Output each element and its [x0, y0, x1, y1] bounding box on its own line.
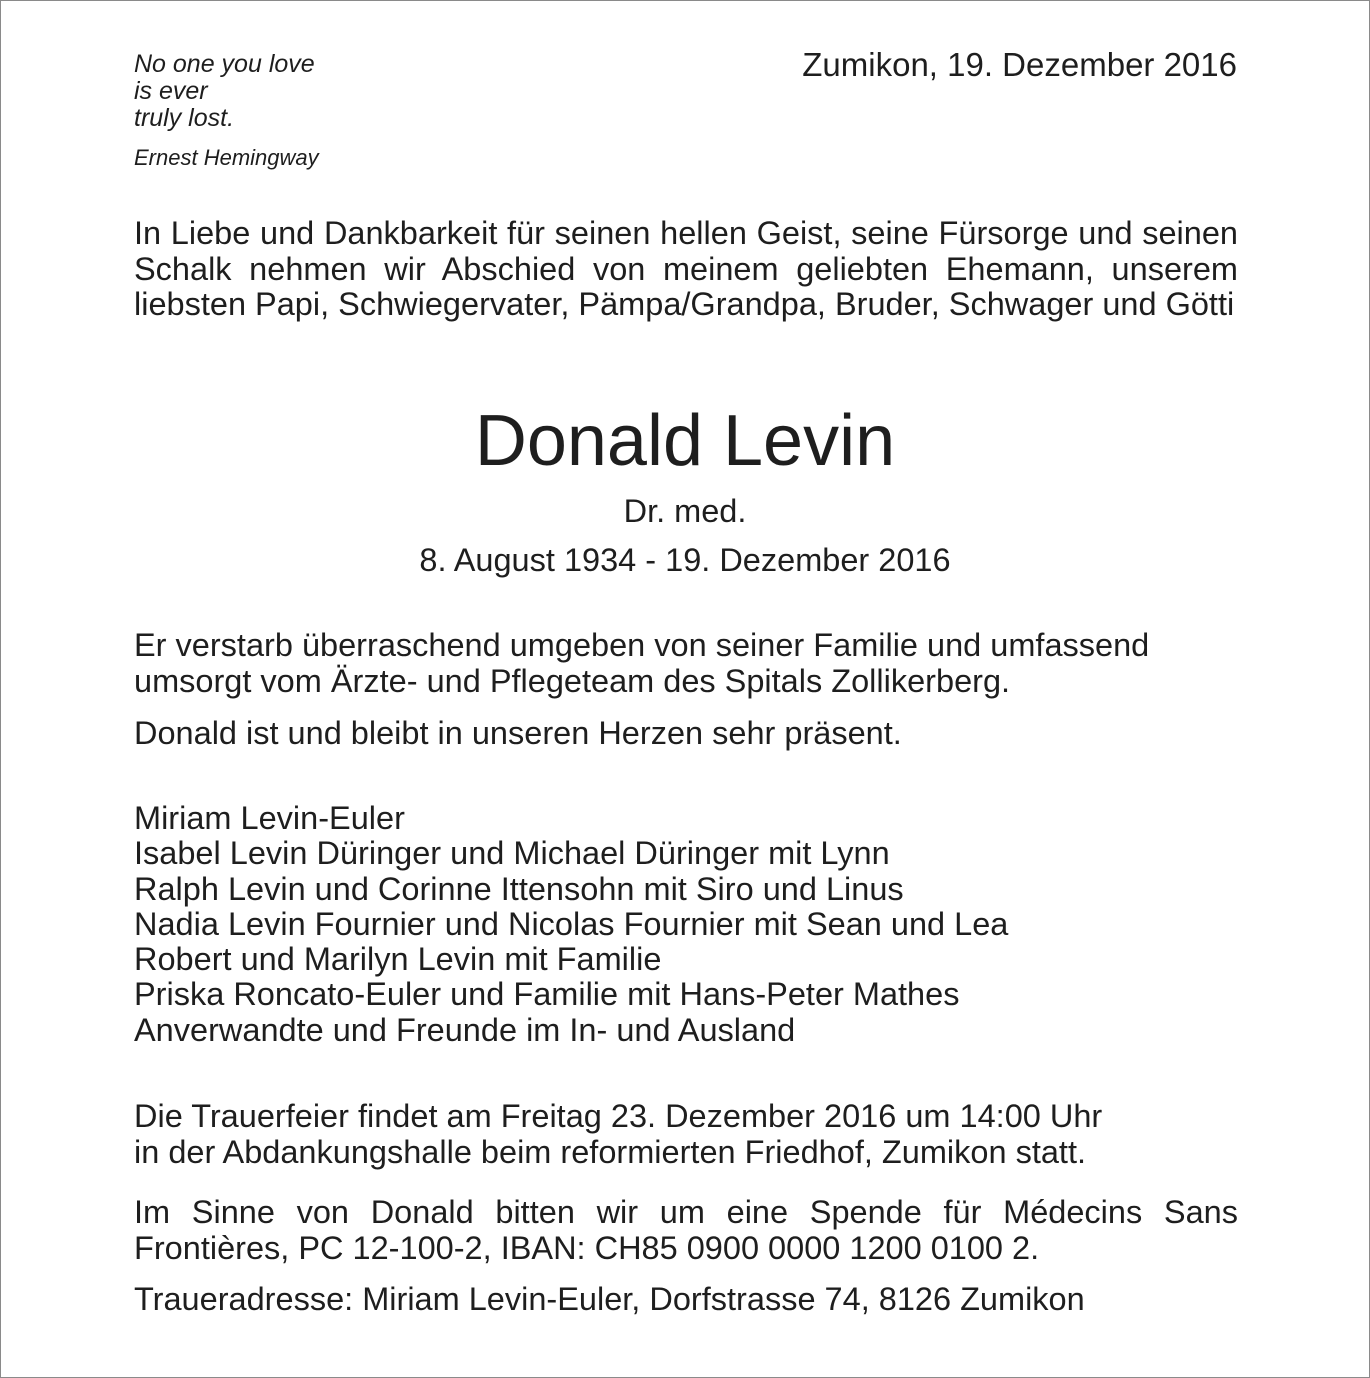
quote-line: No one you love	[134, 50, 315, 78]
deceased-title: Dr. med.	[623, 493, 747, 529]
remembrance-paragraph: Donald ist und bleibt in unseren Herzen sehr präsent.	[134, 715, 902, 751]
donation-paragraph: Im Sinne von Donald bitten wir um eine Spende für Médecins Sans Frontières, PC 12-100-2, IBAN: CH85 0900 0000 1200 0100 2.	[134, 1194, 1238, 1266]
deceased-name: Donald Levin	[474, 401, 896, 481]
mourner-line: Robert und Marilyn Levin mit Familie	[134, 941, 662, 978]
place-and-date: Zumikon, 19. Dezember 2016	[802, 46, 1237, 83]
mourning-address: Traueradresse: Miriam Levin-Euler, Dorfstrasse 74, 8126 Zumikon	[134, 1281, 1085, 1317]
death-notice-paragraph: Er verstarb überraschend umgeben von seiner Familie und umfassend umsorgt vom Ärzte- und Pflegeteam des Spitals Zollikerberg.	[134, 627, 1150, 699]
mourner-line: Priska Roncato-Euler und Familie mit Hans-Peter Mathes	[134, 976, 960, 1013]
mourner-line: Miriam Levin-Euler	[134, 800, 405, 836]
mourner-line: Ralph Levin und Corinne Ittensohn mit Siro und Linus	[134, 870, 904, 907]
quote-line: is ever	[134, 77, 208, 105]
mourner-line: Isabel Levin Düringer und Michael Düringer mit Lynn	[134, 835, 890, 872]
hemingway-quote	[134, 51, 319, 171]
mourners-list	[134, 801, 1238, 1048]
ceremony-line: in der Abdankungshalle beim reformierten Friedhof, Zumikon statt.	[134, 1133, 1087, 1170]
ceremony-line: Die Trauerfeier findet am Freitag 23. Dezember 2016 um 14:00 Uhr	[134, 1098, 1103, 1134]
quote-line: truly lost.	[134, 104, 235, 132]
quote-author: Ernest Hemingway	[134, 145, 319, 170]
ceremony-info	[134, 1099, 1238, 1170]
life-dates: 8. August 1934 - 19. Dezember 2016	[419, 542, 951, 578]
mourner-line: Anverwandte und Freunde im In- und Ausland	[134, 1011, 796, 1048]
mourner-line: Nadia Levin Fournier und Nicolas Fournier mit Sean und Lea	[134, 905, 1009, 942]
intro-paragraph: In Liebe und Dankbarkeit für seinen hellen Geist, seine Fürsorge und seinen Schalk nehmen wir Abschied von meinem geliebten Ehemann, unserem liebsten Papi, Schwiegervater, Pämpa/Grandpa, Bruder, Schwager und Götti	[134, 215, 1238, 322]
